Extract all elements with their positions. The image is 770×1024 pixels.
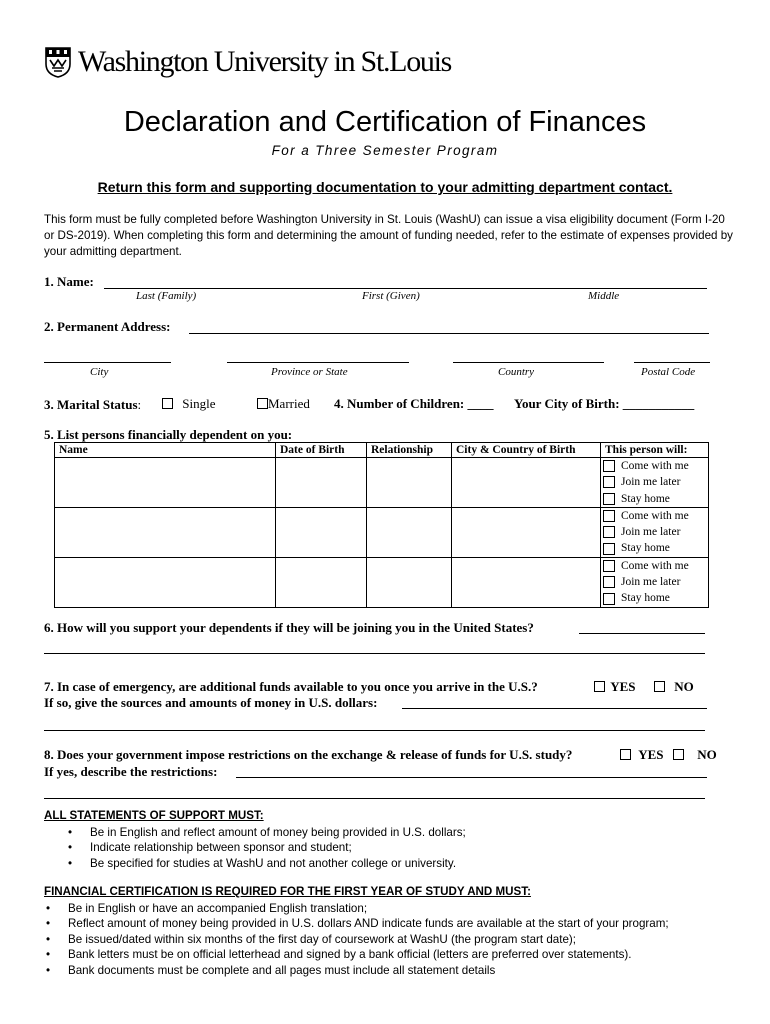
q8-describe-line-2[interactable] (44, 798, 705, 799)
dep1-come-checkbox[interactable] (603, 460, 615, 472)
university-logo (44, 44, 451, 80)
q2-country-field[interactable] (453, 362, 604, 363)
col-name: Name (55, 443, 276, 458)
q7-no-label: NO (674, 679, 694, 694)
q7-label: 7. In case of emergency, are additional funds available to you once you arrive in the U.S.? (44, 679, 538, 694)
dep2-name-cell[interactable] (55, 507, 276, 557)
col-birthplace: City & Country of Birth (452, 443, 601, 458)
q6-answer-field[interactable] (579, 633, 705, 634)
q7-sources-label: If so, give the sources and amounts of money in U.S. dollars: (44, 695, 378, 710)
intro-paragraph: This form must be fully completed before Washington University in St. Louis (WashU) can issue a visa eligibility document (Form I-20 or DS-2019). When completing this form and determining the amount of funding needed, refer to the estimate of expenses provided by your admitting department. (44, 213, 733, 258)
single-option[interactable] (162, 396, 215, 412)
list-item (68, 856, 466, 871)
q1-sub-last: Last (Family) (136, 290, 197, 302)
dep2-stay-label: Stay home (621, 542, 670, 555)
q8-yes-option[interactable] (620, 747, 664, 763)
dep2-stay-checkbox[interactable] (603, 543, 615, 555)
dep1-will-cell (601, 458, 709, 508)
list-item (68, 840, 466, 855)
q3-row (44, 396, 141, 414)
dep3-join-label: Join me later (621, 576, 681, 589)
certification-item-text: Bank documents must be complete and all pages must include all statement details (68, 963, 496, 977)
dep3-join-option[interactable] (603, 574, 706, 590)
q7-yes-label: YES (610, 679, 636, 694)
dep1-come-option[interactable] (603, 458, 706, 474)
certification-list (46, 901, 669, 978)
list-item (46, 932, 669, 947)
q2-postal-field[interactable] (634, 362, 710, 363)
dep3-come-option[interactable] (603, 558, 706, 574)
q4-city-of-birth[interactable]: Your City of Birth: ___________ (514, 396, 695, 411)
list-item (46, 963, 669, 978)
q2-street-field[interactable] (189, 333, 709, 334)
q2-sub-country: Country (498, 366, 535, 378)
dep1-stay-label: Stay home (621, 492, 670, 505)
q8-no-checkbox[interactable] (673, 749, 684, 760)
dep1-relationship-cell[interactable] (367, 458, 452, 508)
q8-yes-checkbox[interactable] (620, 749, 631, 760)
dep3-dob-cell[interactable] (276, 557, 367, 607)
q1-name-field[interactable] (104, 288, 707, 289)
dep2-birthplace-cell[interactable] (452, 507, 601, 557)
q3-label: 3. Marital Status (44, 397, 138, 412)
dep2-join-checkbox[interactable] (603, 526, 615, 538)
dep2-join-option[interactable] (603, 524, 706, 540)
q1-sub-first: First (Given) (362, 290, 420, 302)
table-row (55, 557, 709, 607)
dep3-stay-checkbox[interactable] (603, 593, 615, 605)
q2-sub-province: Province or State (271, 366, 348, 378)
q4-children[interactable]: 4. Number of Children: ____ (334, 396, 494, 411)
table-row (55, 458, 709, 508)
single-checkbox[interactable] (162, 398, 173, 409)
support-heading: ALL STATEMENTS OF SUPPORT MUST: (44, 809, 264, 822)
bullet-icon: • (46, 917, 51, 931)
list-item (46, 901, 669, 916)
dep3-name-cell[interactable] (55, 557, 276, 607)
q6-answer-line-2[interactable] (44, 653, 705, 654)
dep3-join-checkbox[interactable] (603, 576, 615, 588)
q2-label: 2. Permanent Address: (44, 319, 171, 334)
university-seal-icon (44, 46, 72, 78)
university-wordmark: Washington University in St.Louis (78, 45, 452, 78)
certification-item-text: Be issued/dated within six months of the first day of coursework at WashU (the program start date); (68, 932, 576, 946)
dep1-stay-option[interactable] (603, 491, 706, 507)
certification-item-text: Bank letters must be on official letterhead and signed by a bank official (letters are preferred over statements). (68, 948, 632, 962)
q2-province-field[interactable] (227, 362, 409, 363)
dep3-come-checkbox[interactable] (603, 560, 615, 572)
dependents-header-row (55, 443, 709, 458)
dependents-table (54, 442, 709, 608)
list-item (46, 947, 669, 962)
list-item (46, 916, 669, 931)
bullet-icon: • (46, 902, 51, 915)
dep2-stay-option[interactable] (603, 540, 706, 556)
q8-describe-field[interactable] (236, 777, 707, 778)
support-item-text: Be specified for studies at WashU and not another college or university. (90, 856, 457, 870)
certification-item-text: Be in English or have an accompanied English translation; (68, 902, 368, 915)
bullet-icon: • (68, 826, 73, 839)
dep2-dob-cell[interactable] (276, 507, 367, 557)
q6-label: 6. How will you support your dependents if they will be joining you in the United States? (44, 620, 534, 635)
bullet-icon: • (46, 932, 51, 946)
certification-item-text: Reflect amount of money being provided in U.S. dollars AND indicate funds are available at the start of your program; (68, 917, 669, 931)
col-relationship: Relationship (367, 443, 452, 458)
bullet-icon: • (46, 963, 51, 977)
list-item (68, 825, 466, 840)
dep1-join-label: Join me later (621, 476, 681, 489)
dep2-join-label: Join me later (621, 526, 681, 539)
q5-label: 5. List persons financially dependent on you: (44, 427, 293, 442)
q2-sub-postal: Postal Code (641, 366, 696, 378)
certification-heading: FINANCIAL CERTIFICATION IS REQUIRED FOR THE FIRST YEAR OF STUDY AND MUST: (44, 885, 531, 898)
dep1-join-option[interactable] (603, 474, 706, 490)
support-list (68, 825, 466, 871)
support-item-text: Indicate relationship between sponsor and student; (90, 841, 352, 855)
q7-sources-field[interactable] (402, 708, 707, 709)
q8-no-option[interactable] (673, 747, 717, 763)
table-row (55, 507, 709, 557)
dep2-come-option[interactable] (603, 508, 706, 524)
q3-colon: : (137, 397, 142, 412)
dep3-relationship-cell[interactable] (367, 557, 452, 607)
dep2-come-checkbox[interactable] (603, 510, 615, 522)
q8-describe-label: If yes, describe the restrictions: (44, 764, 218, 779)
q7-yes-checkbox[interactable] (594, 681, 605, 692)
q1-label: 1. Name: (44, 274, 94, 289)
married-checkbox[interactable] (257, 398, 268, 409)
q7-sources-line-2[interactable] (44, 730, 705, 731)
single-label: Single (182, 396, 216, 411)
dep3-stay-label: Stay home (621, 592, 670, 605)
bullet-icon: • (68, 841, 73, 855)
return-instruction: Return this form and supporting documentation to your admitting department contact. (97, 179, 673, 195)
q7-no-option[interactable] (654, 679, 694, 695)
support-item-text: Be in English and reflect amount of money being provided in U.S. dollars; (90, 826, 466, 839)
q8-label: 8. Does your government impose restrictions on the exchange & release of funds for U.S. study? (44, 747, 573, 762)
married-label: Married (268, 396, 310, 411)
q1-sub-middle: Middle (588, 290, 620, 302)
dep3-birthplace-cell[interactable] (452, 557, 601, 607)
dep3-come-label: Come with me (621, 559, 689, 572)
q8-no-label: NO (697, 747, 717, 762)
q8-yes-label: YES (638, 747, 664, 762)
dep2-relationship-cell[interactable] (367, 507, 452, 557)
col-will: This person will: (601, 443, 709, 458)
q7-yes-option[interactable] (594, 679, 636, 695)
dep2-come-label: Come with me (621, 509, 689, 522)
page-subtitle: For a Three Semester Program (271, 143, 499, 158)
dep1-join-checkbox[interactable] (603, 476, 615, 488)
married-option[interactable] (257, 396, 310, 412)
dep1-birthplace-cell[interactable] (452, 458, 601, 508)
page-title: Declaration and Certification of Finances (123, 106, 647, 138)
dep1-name-cell[interactable] (55, 458, 276, 508)
q7-no-checkbox[interactable] (654, 681, 665, 692)
dep1-come-label: Come with me (621, 460, 689, 472)
dep3-stay-option[interactable] (603, 590, 706, 606)
dep2-will-cell (601, 507, 709, 557)
col-dob: Date of Birth (276, 443, 367, 458)
dep3-will-cell (601, 557, 709, 607)
bullet-icon: • (68, 856, 73, 870)
q2-city-field[interactable] (44, 362, 171, 363)
dep1-dob-cell[interactable] (276, 458, 367, 508)
dep1-stay-checkbox[interactable] (603, 493, 615, 505)
bullet-icon: • (46, 948, 51, 962)
q2-sub-city: City (90, 366, 109, 378)
